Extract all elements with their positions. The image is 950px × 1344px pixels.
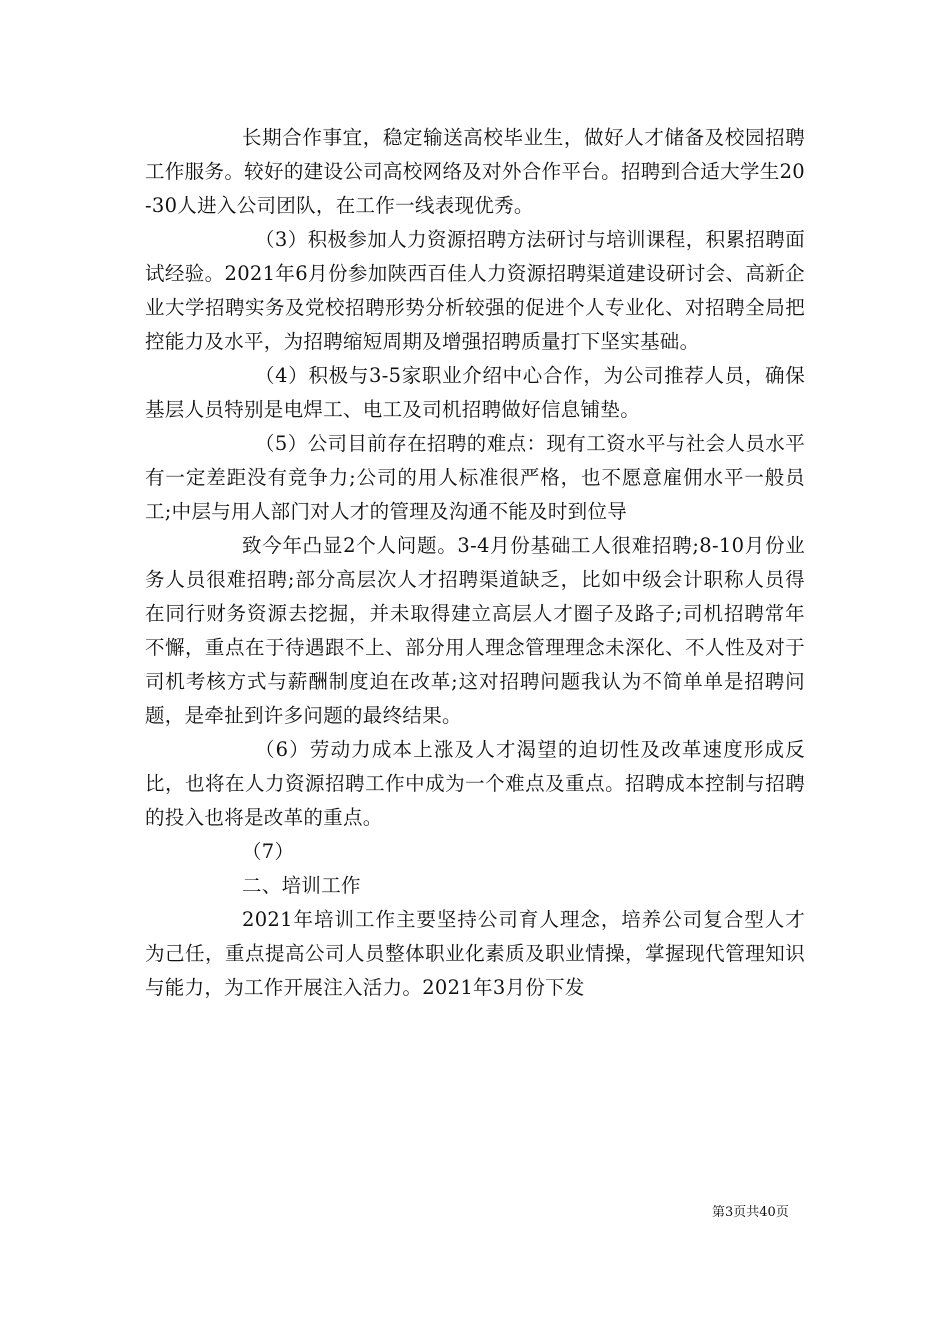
section-heading-training: 二、培训工作 (242, 874, 361, 897)
paragraph-item-5: （5）公司目前存在招聘的难点：现有工资水平与社会人员水平有一定差距没有竞争力;公司的用人标准很严格，也不愿意雇佣水平一般员工;中层与用人部门对人才的管理及沟通不能及时到位导 (145, 432, 805, 523)
paragraph-item-6: （6）劳动力成本上涨及人才渴望的迫切性及改革速度形成反比，也将在人力资源招聘工作中成为一个难点及重点。招聘成本控制与招聘的投入也将是改革的重点。 (145, 738, 805, 829)
paragraph-item-7: （7） (242, 840, 295, 863)
paragraph-item-3: （3）积极参加人力资源招聘方法研讨与培训课程，积累招聘面试经验。2021年6月份参加陕西百佳人力资源招聘渠道建设研讨会、高新企业大学招聘实务及党校招聘形势分析较强的促进个人专业化、对招聘全局把控能力及水平，为招聘缩短周期及增强招聘质量打下坚实基础。 (145, 228, 805, 353)
page-number-footer: 第3页共40页 (712, 1205, 789, 1220)
document-body (145, 121, 805, 1005)
paragraph-item-4: （4）积极与3-5家职业介绍中心合作，为公司推荐人员，确保基层人员特别是电焊工、电工及司机招聘做好信息铺垫。 (145, 364, 805, 421)
paragraph-campus-cooperation: 长期合作事宜，稳定输送高校毕业生，做好人才储备及校园招聘工作服务。较好的建设公司高校网络及对外合作平台。招聘到合适大学生20-30人进入公司团队，在工作一线表现优秀。 (145, 126, 805, 217)
paragraph-training-work: 2021年培训工作主要坚持公司育人理念，培养公司复合型人才为己任，重点提高公司人员整体职业化素质及职业情操，掌握现代管理知识与能力，为工作开展注入活力。2021年3月份下发 (145, 908, 805, 999)
paragraph-item-5-continued: 致今年凸显2个人问题。3-4月份基础工人很难招聘;8-10月份业务人员很难招聘;部分高层次人才招聘渠道缺乏，比如中级会计职称人员得在同行财务资源去挖掘，并未取得建立高层人才圈子及路子;司机招聘常年不懈，重点在于待遇跟不上、部分用人理念管理理念未深化、不人性及对于司机考核方式与薪酬制度迫在改革;这对招聘问题我认为不简单单是招聘问题，是牵扯到许多问题的最终结果。 (145, 534, 805, 727)
